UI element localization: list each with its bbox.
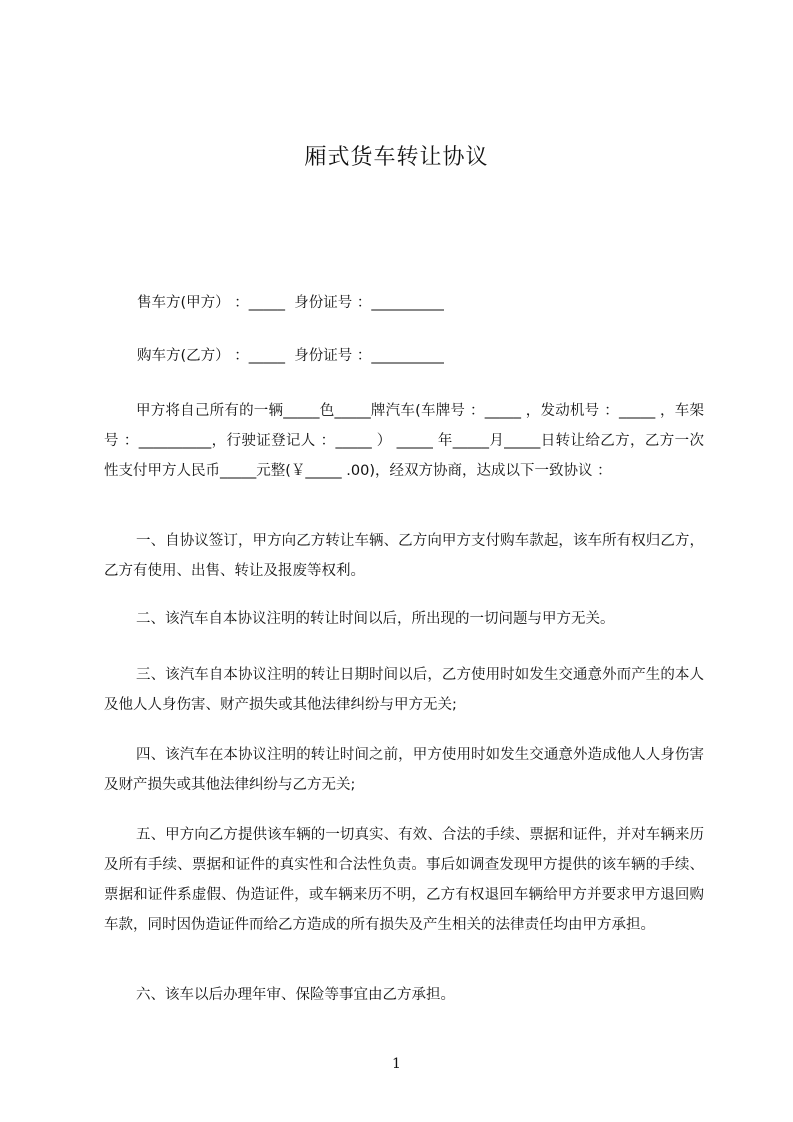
transfer-statement-paragraph: 甲方将自己所有的一辆_____色_____牌汽车(车牌号 ：_____ ，发动机号 ：_____ ，车架号 ：__________，行驶证登记人 ：_____ ） _____ 年_____月_____日转让给乙方，乙方一次性支付甲方人民币_____元整(￥_____ .00)，经双方协商，达成以下一致协议 ：	[104, 403, 704, 479]
clause-5-paragraph: 五、甲方向乙方提供该车辆的一切真实、有效、合法的手续、票据和证件，并对车辆来历及所有手续、票据和证件的真实性和合法性负责。事后如调查发现甲方提供的该车辆的手续、票据和证件系虚假、伪造证件，或车辆来历不明，乙方有权退回车辆给甲方并要求甲方退回购车款，同时因伪造证件而给乙方造成的所有损失及产生相关的法律责任均由甲方承担。	[104, 827, 704, 933]
clause-6-paragraph: 六、该车以后办理年审、保险等事宜由乙方承担。	[136, 987, 455, 1003]
document-title: 厢式货车转让协议	[304, 145, 489, 170]
clause-1-paragraph: 一、自协议签订，甲方向乙方转让车辆、乙方向甲方支付购车款起，该车所有权归乙方，乙方有使用、出售、转让及报废等权利。	[104, 533, 704, 579]
seller-party-line: 售车方(甲方） ：_____ 身份证号 ：__________	[137, 295, 444, 311]
clause-4-paragraph: 四、该汽车在本协议注明的转让时间之前，甲方使用时如发生交通意外造成他人人身伤害及财产损失或其他法律纠纷与乙方无关;	[104, 747, 704, 793]
clause-3-paragraph: 三、该汽车自本协议注明的转让日期时间以后，乙方使用时如发生交通意外而产生的本人及他人人身伤害、财产损失或其他法律纠纷与甲方无关;	[104, 667, 704, 713]
page-number: 1	[392, 1056, 401, 1072]
buyer-party-line: 购车方(乙方） ：_____ 身份证号 ：__________	[137, 348, 444, 364]
clause-2-paragraph: 二、该汽车自本协议注明的转让时间以后，所出现的一切问题与甲方无关。	[136, 611, 615, 627]
